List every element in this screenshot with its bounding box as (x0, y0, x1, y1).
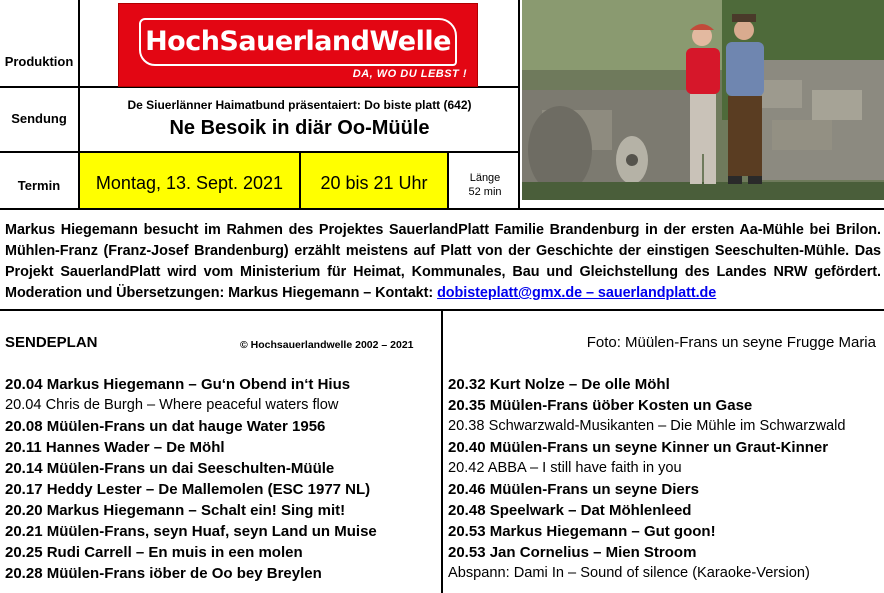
schedule-item (448, 395, 880, 416)
contact-link[interactable]: dobisteplatt@gmx.de – sauerlandplatt.de (437, 285, 717, 301)
schedule-title: Kurt Nolze – De olle Möhl (489, 376, 670, 393)
schedule-title: Müülen-Frans un seyne Diers (489, 481, 699, 498)
schedule-item (448, 479, 880, 500)
description-text: Markus Hiegemann besucht im Rahmen des Projektes SauerlandPlatt Familie Brandenburg in der ersten Aa-Mühle bei Brilon. Mühlen-Franz (Franz-Josef Brandenburg) erzählt meistens auf Platt von der Geschichte der einstigen Seeschulten-Mühle. Das Projekt SauerlandPlatt wird vom Ministerium für Heimat, Kommunales, Bau und Gleichstellung des Landes NRW gefördert. Moderation und Übersetzungen: Markus Hiegemann – Kontakt: (5, 222, 881, 301)
schedule-item (5, 563, 435, 584)
schedule-item (5, 542, 435, 563)
duration (452, 171, 518, 199)
schedule-time: 20.04 (5, 376, 43, 393)
label-produktion: Produktion (4, 54, 74, 69)
schedule-item (5, 416, 435, 437)
schedule-time: 20.53 (448, 523, 486, 540)
schedule-time: 20.25 (5, 544, 43, 561)
schedule-time: 20.40 (448, 439, 486, 456)
logo-title: HochSauerlandWelle (145, 26, 451, 57)
schedule-item (448, 374, 880, 395)
label-termin: Termin (17, 178, 61, 193)
schedule-title: Markus Hiegemann – Gu‘n Obend in‘t Hius (46, 376, 351, 393)
schedule-title: Chris de Burgh – Where peaceful waters flow (45, 397, 339, 413)
schedule-title: Abspann: Dami In – Sound of silence (Karaoke-Version) (448, 565, 810, 581)
schedule-right-column (448, 374, 880, 584)
schedule-item (5, 374, 435, 395)
schedule-title: Müülen-Frans, seyn Huaf, seyn Land un Muise (46, 523, 377, 540)
logo-slogan: DA, WO DU LEBST ! (352, 68, 467, 80)
schedule-item (5, 500, 435, 521)
duration-label: Länge (469, 172, 501, 184)
sendung-subtitle: De Siuerlänner Haimatbund präsentaiert: Do biste platt (642) (127, 98, 472, 112)
schedule-time: 20.53 (448, 544, 486, 561)
schedule-item (448, 416, 880, 437)
schedule-title: Müülen-Frans iöber de Oo bey Breylen (46, 565, 322, 582)
schedule-item (448, 437, 880, 458)
duration-value: 52 min (468, 186, 502, 198)
schedule-item (448, 500, 880, 521)
schedule-title: Müülen-Frans un dat hauge Water 1956 (46, 418, 326, 435)
schedule-item (448, 521, 880, 542)
schedule-item (5, 458, 435, 479)
schedule-title: Heddy Lester – De Mallemolen (ESC 1977 NL) (46, 481, 371, 498)
termin-divider-2 (447, 152, 449, 209)
schedule-time: 20.32 (448, 376, 486, 393)
sendung-title: Ne Besoik in diär Oo-Müüle (169, 117, 430, 139)
label-sendung: Sendung (11, 111, 67, 126)
schedule-title: Jan Cornelius – Mien Stroom (489, 544, 697, 561)
schedule-item (5, 437, 435, 458)
schedule-time: 20.08 (5, 418, 43, 435)
station-logo (118, 3, 478, 87)
schedule-title: Müülen-Frans üöber Kosten un Gase (489, 397, 753, 414)
sendeplan-title: SENDEPLAN (5, 334, 98, 351)
broadcast-time: 20 bis 21 Uhr (320, 173, 428, 193)
schedule-time: 20.38 (448, 418, 485, 434)
schedule-item (5, 479, 435, 500)
schedule-title: ABBA – I still have faith in you (487, 460, 682, 476)
schedule-time: 20.17 (5, 481, 43, 498)
photo-couple-at-mill (522, 0, 884, 200)
schedule-title: Hannes Wader – De Möhl (45, 439, 225, 456)
photo-caption: Foto: Müülen-Frans un seyne Frugge Maria (586, 334, 876, 351)
schedule-title: Müülen-Frans un dai Seeschulten-Müüle (46, 460, 335, 477)
schedule-item (5, 395, 435, 416)
schedule-time: 20.42 (448, 460, 485, 476)
schedule-left-column (5, 374, 435, 584)
schedule-time: 20.14 (5, 460, 43, 477)
schedule-title: Speelwark – Dat Möhlenleed (489, 502, 692, 519)
program-description (5, 220, 881, 304)
schedule-title: Markus Hiegemann – Gut goon! (489, 523, 716, 540)
schedule-time: 20.35 (448, 397, 486, 414)
schedule-title: Rudi Carrell – En muis in een molen (46, 544, 303, 561)
schedule-time: 20.20 (5, 502, 43, 519)
schedule-title: Markus Hiegemann – Schalt ein! Sing mit! (46, 502, 346, 519)
schedule-title: Müülen-Frans un seyne Kinner un Graut-Kinner (489, 439, 829, 456)
schedule-time: 20.04 (5, 397, 42, 413)
schedule-title: Schwarzwald-Musikanten – Die Mühle im Schwarzwald (488, 418, 846, 434)
schedule-item (448, 563, 880, 584)
schedule-time: 20.46 (448, 481, 486, 498)
broadcast-date: Montag, 13. Sept. 2021 (95, 173, 284, 193)
copyright-notice: © Hochsauerlandwelle 2002 – 2021 (240, 339, 414, 351)
schedule-time: 20.48 (448, 502, 486, 519)
schedule-item (5, 521, 435, 542)
schedule-item (448, 542, 880, 563)
photo-illustration (522, 0, 884, 200)
schedule-center-divider (441, 310, 443, 593)
header-bottom-border (0, 208, 884, 210)
schedule-time: 20.11 (5, 439, 42, 456)
schedule-time: 20.28 (5, 565, 43, 582)
schedule-item (448, 458, 880, 479)
schedule-time: 20.21 (5, 523, 43, 540)
